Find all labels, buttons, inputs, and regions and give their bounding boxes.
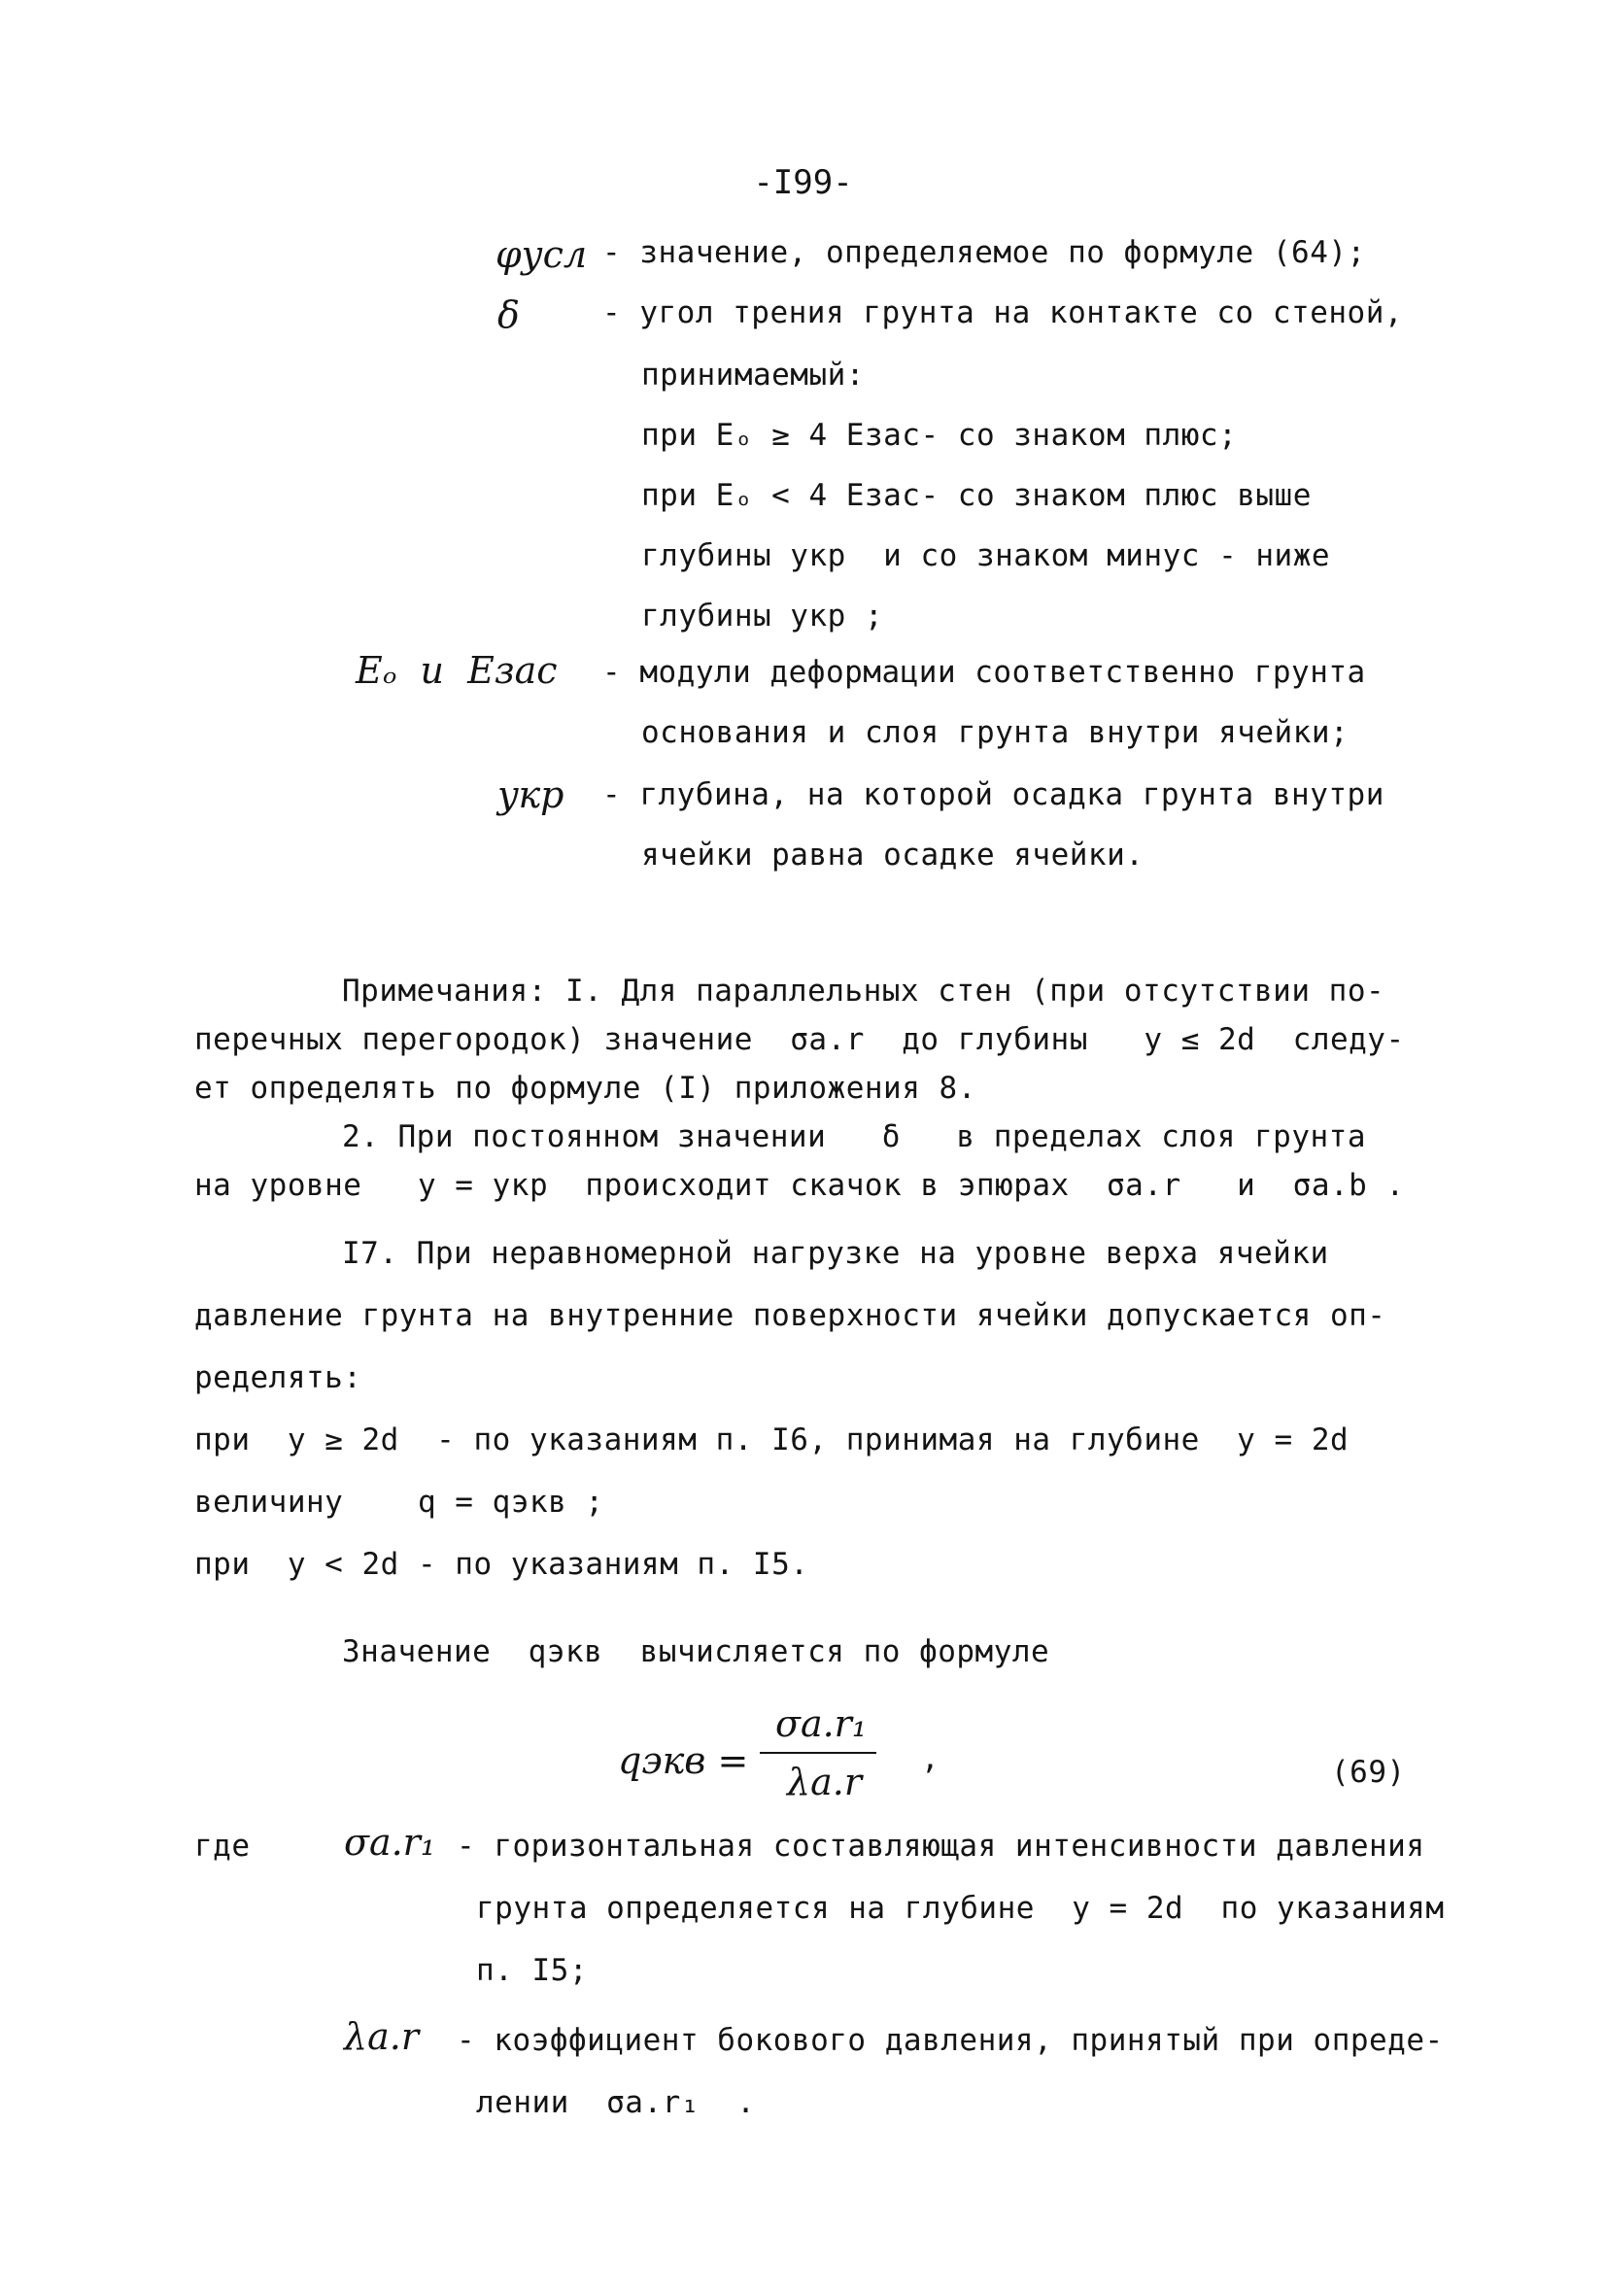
formula-numerator: σa.r₁ [775,1702,868,1745]
symbol-sigma-ar1: σa.r₁ [344,1821,436,1864]
where-label: где [194,1829,251,1864]
note-line: Примечания: I. Для параллельных стен (при отсутствии по- [342,974,1385,1009]
symbol-phi-usl: φусл [495,233,588,276]
def-line: при Eₒ ≥ 4 Eзас- со знаком плюс; [641,418,1238,453]
symbol-lambda-ar: λa.r [344,2015,419,2058]
def-line: принимаемый: [641,358,865,393]
formula-lhs: qэкв = [618,1739,749,1782]
formula-comma: , [921,1741,940,1776]
def-delta: - угол трения грунта на контакте со стеной, [602,295,1404,330]
note-line: ет определять по формуле (I) приложения 8. [194,1071,976,1106]
paragraph-line: ределять: [194,1360,362,1395]
def-sigma-ar1: - горизонтальная составляющая интенсивности давления [457,1829,1425,1864]
def-line: при Eₒ < 4 Eзас- со знаком плюс выше [641,478,1312,513]
symbol-delta: δ [497,293,520,336]
def-moduli: - модули деформации соответственно грунта [602,655,1366,690]
def-ykr: - глубина, на которой осадка грунта внутри [602,777,1384,812]
paragraph-line: при y ≥ 2d - по указаниям п. I6, принимая на глубине y = 2d [194,1422,1350,1457]
symbol-ykr: yкр [497,773,564,816]
symbol-E0-Ezas: Eₒ и Eзас [356,649,558,692]
note-line: 2. При постоянном значении δ в пределах слоя грунта [342,1119,1366,1154]
note-line: перечных перегородок) значение σa.r до глубины y ≤ 2d следу- [194,1022,1405,1057]
paragraph-line: I7. При неравномерной нагрузке на уровне верха ячейки [342,1236,1329,1271]
paragraph-line: давление грунта на внутренние поверхности ячейки допускается оп- [194,1298,1386,1333]
def-line: основания и слоя грунта внутри ячейки; [641,715,1350,750]
def-line: ячейки равна осадке ячейки. [641,838,1145,873]
paragraph-line: величину q = qэкв ; [194,1485,604,1520]
formula-intro: Значение qэкв вычисляется по формуле [342,1634,1050,1669]
def-lambda-ar: - коэффициент бокового давления, принятый при опреде- [457,2023,1444,2058]
def-line: глубины yкр и со знаком минус - ниже [641,538,1331,573]
def-line: грунта определяется на глубине y = 2d по указаниям [476,1891,1445,1926]
def-line: глубины yкр ; [641,599,884,634]
page-number: -I99- [753,163,853,202]
formula-number: (69) [1331,1755,1406,1790]
def-line: п. I5; [476,1953,588,1988]
def-line: лении σa.r₁ . [476,2085,756,2120]
def-phi-usl: - значение, определяемое по формуле (64); [602,235,1366,270]
fraction-bar [760,1752,876,1754]
paragraph-line: при y < 2d - по указаниям п. I5. [194,1547,809,1582]
note-line: на уровне y = yкр происходит скачок в эпюрах σa.r и σa.b . [194,1168,1405,1203]
formula-denominator: λa.r [787,1761,862,1803]
